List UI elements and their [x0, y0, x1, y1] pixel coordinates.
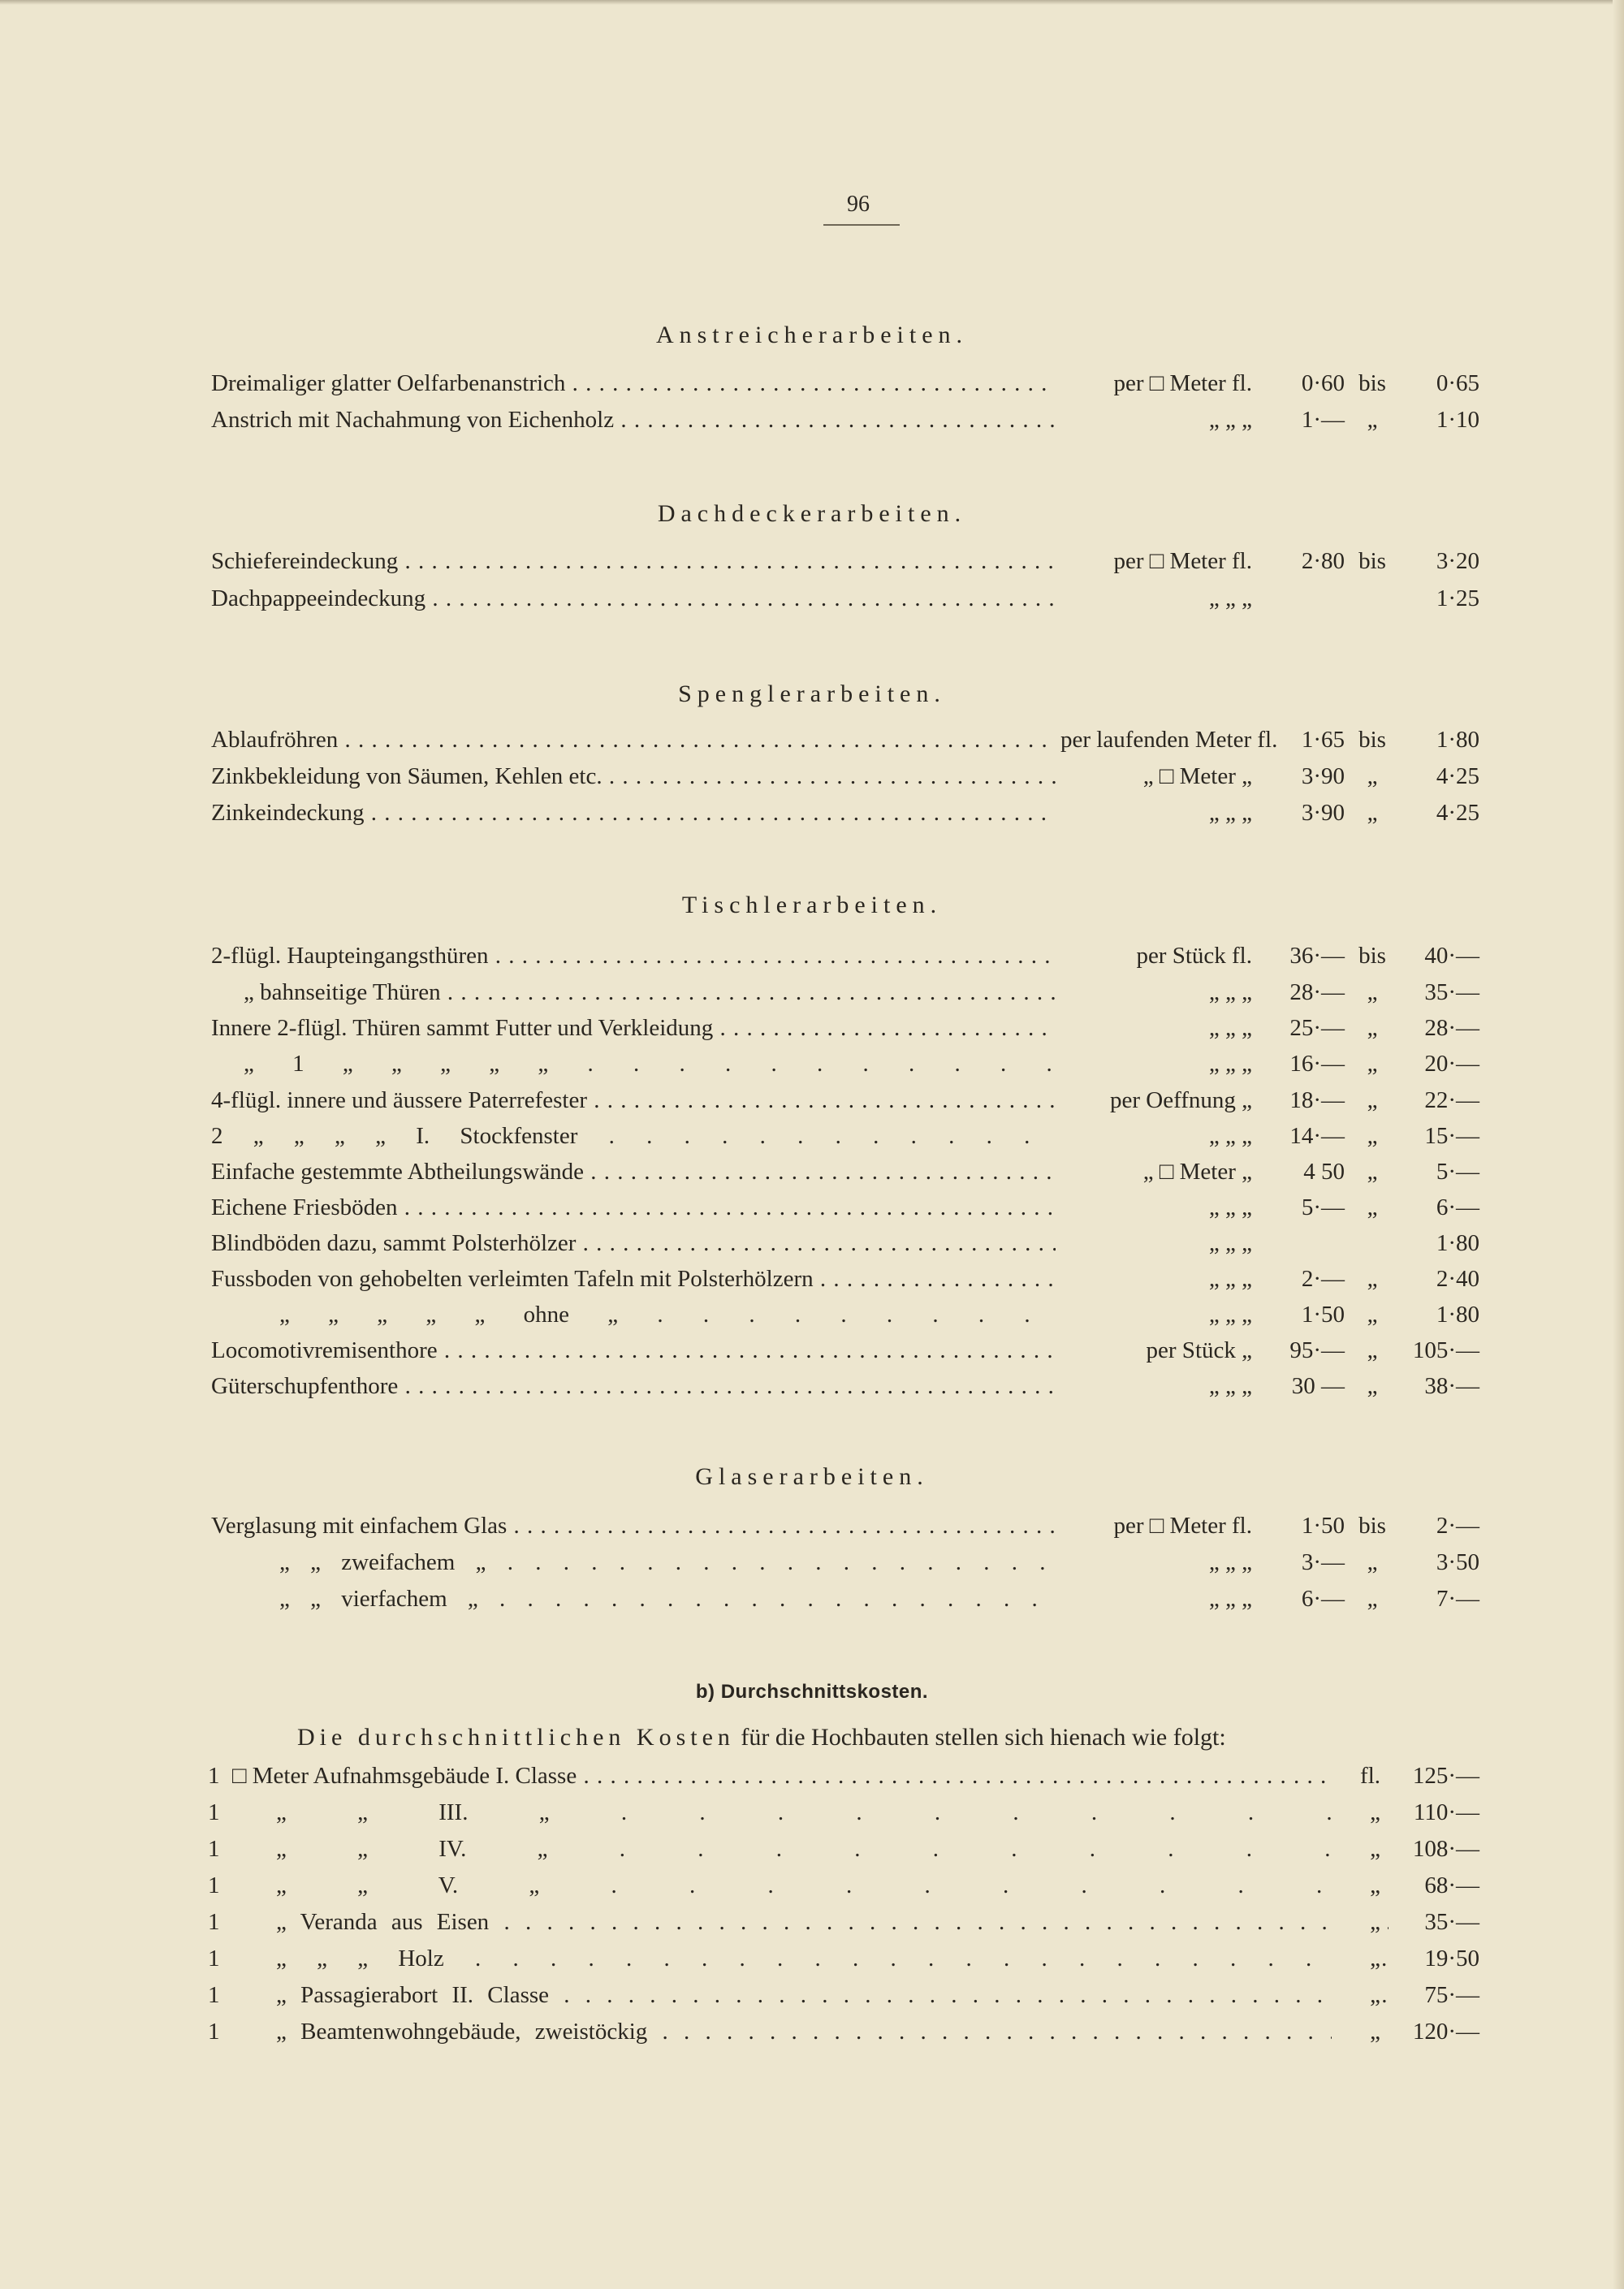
row-price-from: 6·— [1301, 1586, 1345, 1612]
section-title: Spenglerarbeiten. [678, 680, 946, 707]
page-number: 96 [847, 192, 870, 217]
row-price-to: 6·— [1436, 1194, 1479, 1220]
row-unit: „ „ „ [1056, 1583, 1252, 1615]
row-unit: „ „ „ [1056, 1191, 1252, 1224]
page-edge-top [0, 0, 1624, 5]
row-label: Innere 2-flügl. Thüren sammt Futter und Verkleidung . . . [211, 1012, 1056, 1044]
average-unit: fl. [1332, 1760, 1380, 1792]
row-price-to: 0·65 [1436, 370, 1479, 396]
price-row [0, 404, 1624, 436]
row-label: 2-flügl. Haupteingangsthüren . . . [211, 939, 1056, 972]
row-price-to: 3·20 [1436, 548, 1479, 574]
row-price-to: 15·— [1424, 1123, 1479, 1149]
price-row [0, 939, 1624, 972]
row-connector: „ [1367, 1302, 1378, 1328]
row-label: Ablaufröhren . . . [211, 723, 1056, 756]
row-price-to: 1·80 [1436, 727, 1479, 753]
row-unit: „ „ „ [1056, 1227, 1252, 1259]
row-label: Blindböden dazu, sammt Polsterhölzer . . . [211, 1227, 1056, 1259]
row-price-from: 16·— [1289, 1051, 1345, 1077]
row-price-from: 3·— [1301, 1549, 1345, 1575]
row-connector: „ [1367, 1586, 1378, 1612]
price-row [0, 1084, 1624, 1116]
row-price-to: 22·— [1424, 1087, 1479, 1113]
row-label: 4-flügl. innere und äussere Paterrefester . . . [211, 1084, 1056, 1116]
average-count: 1 [208, 2019, 220, 2045]
average-label: „ „ IV. „ . . . [276, 1833, 1389, 1865]
row-price-from: 1·— [1301, 407, 1345, 433]
row-price-from: 28·— [1289, 979, 1345, 1005]
average-unit: „ [1332, 1979, 1380, 2011]
row-price-from: 95·— [1289, 1337, 1345, 1363]
price-row [0, 797, 1624, 829]
row-label: Schiefereindeckung . . . [211, 545, 1056, 577]
row-price-to: 28·— [1424, 1015, 1479, 1041]
average-value: 68·— [1424, 1872, 1479, 1898]
row-price-to: 20·— [1424, 1051, 1479, 1077]
row-price-to: 2·40 [1436, 1266, 1479, 1292]
section-title: Anstreicherarbeiten. [655, 322, 969, 348]
row-connector: bis [1358, 370, 1386, 396]
average-unit: „ [1332, 2015, 1380, 2048]
row-unit: „ „ „ [1056, 1120, 1252, 1152]
row-unit: per □ Meter fl. [1056, 545, 1252, 577]
row-label: „ bahnseitige Thüren . . . [244, 976, 1088, 1008]
row-label: Zinkeindeckung . . . [211, 797, 1056, 829]
row-price-from: 3·90 [1301, 763, 1345, 789]
price-row [0, 1120, 1624, 1152]
row-unit: per Stück fl. [1056, 939, 1252, 972]
average-label: „ „ „ Holz . . . [276, 1942, 1389, 1975]
price-row [0, 1047, 1624, 1080]
price-row [0, 723, 1624, 756]
average-row [0, 1796, 1624, 1829]
row-price-from: 36·— [1289, 943, 1345, 969]
price-row [0, 1227, 1624, 1259]
row-label: Verglasung mit einfachem Glas . . . [211, 1509, 1056, 1542]
price-row [0, 1509, 1624, 1542]
average-unit: „ [1332, 1942, 1380, 1975]
row-label: Dreimaliger glatter Oelfarbenanstrich . . . [211, 367, 1056, 399]
average-count: 1 [208, 1836, 220, 1862]
average-label: □ Meter Aufnahmsgebäude I. Classe . . . [232, 1760, 1345, 1792]
row-connector: „ [1367, 979, 1378, 1005]
average-value: 125·— [1412, 1763, 1479, 1789]
average-row [0, 1906, 1624, 1938]
row-unit: per □ Meter fl. [1056, 1509, 1252, 1542]
row-price-from: 3·90 [1301, 800, 1345, 826]
average-row [0, 1760, 1624, 1792]
price-row [0, 1012, 1624, 1044]
row-connector: bis [1358, 548, 1386, 574]
average-value: 75·— [1424, 1982, 1479, 2008]
price-row [0, 1334, 1624, 1367]
row-connector: „ [1367, 1373, 1378, 1399]
average-count: 1 [208, 1763, 220, 1789]
row-connector: bis [1358, 943, 1386, 969]
row-unit: „ „ „ [1056, 1370, 1252, 1402]
row-unit: per □ Meter fl. [1056, 367, 1252, 399]
row-price-to: 1·80 [1436, 1230, 1479, 1256]
section-title: Glaserarbeiten. [695, 1463, 929, 1490]
row-price-from: 0·60 [1301, 370, 1345, 396]
averages-intro-spaced: Die durchschnittlichen Kosten [297, 1724, 735, 1751]
section-title: Dachdeckerarbeiten. [657, 500, 967, 527]
row-label: „ „ vierfachem „ . . . [279, 1583, 1124, 1615]
row-connector: „ [1367, 763, 1378, 789]
average-label: „ „ III. „ . . . [276, 1796, 1389, 1829]
row-label: „ „ „ „ „ ohne „ . . . [279, 1298, 1124, 1331]
row-connector: „ [1367, 1123, 1378, 1149]
price-row [0, 545, 1624, 577]
row-price-to: 1·80 [1436, 1302, 1479, 1328]
row-price-from: 4 50 [1303, 1159, 1345, 1185]
average-row [0, 1869, 1624, 1902]
row-label: „ 1 „ „ „ „ „ . . . [244, 1047, 1088, 1080]
row-price-to: 4·25 [1436, 763, 1479, 789]
row-price-to: 5·— [1436, 1159, 1479, 1185]
average-row [0, 1833, 1624, 1865]
row-price-from: 25·— [1289, 1015, 1345, 1041]
row-price-to: 105·— [1412, 1337, 1479, 1363]
section-title: Tischlerarbeiten. [681, 892, 943, 918]
row-price-to: 38·— [1424, 1373, 1479, 1399]
price-row [0, 1155, 1624, 1188]
average-count: 1 [208, 1799, 220, 1825]
row-label: Zinkbekleidung von Säumen, Kehlen etc. . . . [211, 760, 1056, 793]
row-price-to: 7·— [1436, 1586, 1479, 1612]
row-connector: „ [1367, 1015, 1378, 1041]
average-unit: „ [1332, 1796, 1380, 1829]
row-label: Eichene Friesböden . . . [211, 1191, 1056, 1224]
price-row [0, 1583, 1624, 1615]
average-unit: „ [1332, 1833, 1380, 1865]
row-unit: „ „ „ [1056, 582, 1252, 615]
price-row [0, 367, 1624, 399]
row-connector: bis [1358, 1513, 1386, 1539]
average-count: 1 [208, 1946, 220, 1972]
averages-intro-rest: für die Hochbauten stellen sich hienach wie folgt: [734, 1724, 1226, 1751]
row-unit: per laufenden Meter fl. [1056, 723, 1252, 756]
row-label: Dachpappeeindeckung . . . [211, 582, 1056, 615]
average-row [0, 1979, 1624, 2011]
average-label: „ Beamtenwohngebäude, zweistöckig . . . [276, 2015, 1389, 2048]
row-unit: „ „ „ [1056, 1047, 1252, 1080]
row-connector: „ [1367, 1159, 1378, 1185]
average-label: „ „ V. „ . . . [276, 1869, 1389, 1902]
row-connector: „ [1367, 1337, 1378, 1363]
row-unit: „ □ Meter „ [1056, 1155, 1252, 1188]
price-row [0, 1546, 1624, 1579]
average-value: 35·— [1424, 1909, 1479, 1935]
average-value: 19·50 [1424, 1946, 1479, 1972]
row-price-to: 35·— [1424, 979, 1479, 1005]
row-price-to: 40·— [1424, 943, 1479, 969]
average-label: „ Passagierabort II. Classe . . . [276, 1979, 1389, 2011]
price-row [0, 582, 1624, 615]
average-unit: „ [1332, 1869, 1380, 1902]
row-unit: „ „ „ [1056, 1263, 1252, 1295]
price-row [0, 1263, 1624, 1295]
row-price-to: 3·50 [1436, 1549, 1479, 1575]
average-value: 110·— [1413, 1799, 1479, 1825]
row-price-to: 1·10 [1436, 407, 1479, 433]
row-connector: „ [1367, 1051, 1378, 1077]
row-price-to: 4·25 [1436, 800, 1479, 826]
averages-title: b) Durchschnittskosten. [695, 1681, 929, 1703]
row-connector: „ [1367, 800, 1378, 826]
average-count: 1 [208, 1872, 220, 1898]
row-price-from: 2·— [1301, 1266, 1345, 1292]
row-connector: „ [1367, 407, 1378, 433]
row-price-from: 2·80 [1301, 548, 1345, 574]
row-label: Einfache gestemmte Abtheilungswände . . . [211, 1155, 1056, 1188]
row-unit: per Oeffnung „ [1056, 1084, 1252, 1116]
row-connector: „ [1367, 1549, 1378, 1575]
average-unit: „ [1332, 1906, 1380, 1938]
row-unit: „ „ „ [1056, 1012, 1252, 1044]
row-unit: „ „ „ [1056, 1546, 1252, 1579]
price-row [0, 760, 1624, 793]
row-unit: „ „ „ [1056, 797, 1252, 829]
average-value: 120·— [1412, 2019, 1479, 2045]
row-price-from: 14·— [1289, 1123, 1345, 1149]
average-count: 1 [208, 1982, 220, 2008]
average-value: 108·— [1412, 1836, 1479, 1862]
row-price-from: 1·50 [1301, 1513, 1345, 1539]
row-label: Güterschupfenthore . . . [211, 1370, 1056, 1402]
row-connector: „ [1367, 1194, 1378, 1220]
averages-intro [297, 1721, 1226, 1754]
price-row [0, 976, 1624, 1008]
price-row [0, 1370, 1624, 1402]
row-unit: „ „ „ [1056, 1298, 1252, 1331]
price-row [0, 1298, 1624, 1331]
row-unit: „ □ Meter „ [1056, 760, 1252, 793]
average-count: 1 [208, 1909, 220, 1935]
average-label: „ Veranda aus Eisen . . . [276, 1906, 1389, 1938]
row-price-to: 1·25 [1436, 585, 1479, 611]
row-price-from: 30 — [1291, 1373, 1345, 1399]
row-label: Anstrich mit Nachahmung von Eichenholz . . . [211, 404, 1056, 436]
row-price-from: 1·65 [1301, 727, 1345, 753]
row-price-from: 5·— [1301, 1194, 1345, 1220]
row-price-from: 1·50 [1301, 1302, 1345, 1328]
average-row [0, 1942, 1624, 1975]
row-label: Fussboden von gehobelten verleimten Tafeln mit Polsterhölzern . . . [211, 1263, 1056, 1295]
price-row [0, 1191, 1624, 1224]
row-connector: „ [1367, 1266, 1378, 1292]
row-price-from: 18·— [1289, 1087, 1345, 1113]
row-label: 2 „ „ „ „ I. Stockfenster . . . [211, 1120, 1056, 1152]
row-label: Locomotivremisenthore . . . [211, 1334, 1056, 1367]
row-unit: „ „ „ [1056, 404, 1252, 436]
row-unit: per Stück „ [1056, 1334, 1252, 1367]
page-number-rule [823, 224, 900, 226]
row-label: „ „ zweifachem „ . . . [279, 1546, 1124, 1579]
average-row [0, 2015, 1624, 2048]
row-connector: bis [1358, 727, 1386, 753]
row-unit: „ „ „ [1056, 976, 1252, 1008]
row-connector: „ [1367, 1087, 1378, 1113]
row-price-to: 2·— [1436, 1513, 1479, 1539]
